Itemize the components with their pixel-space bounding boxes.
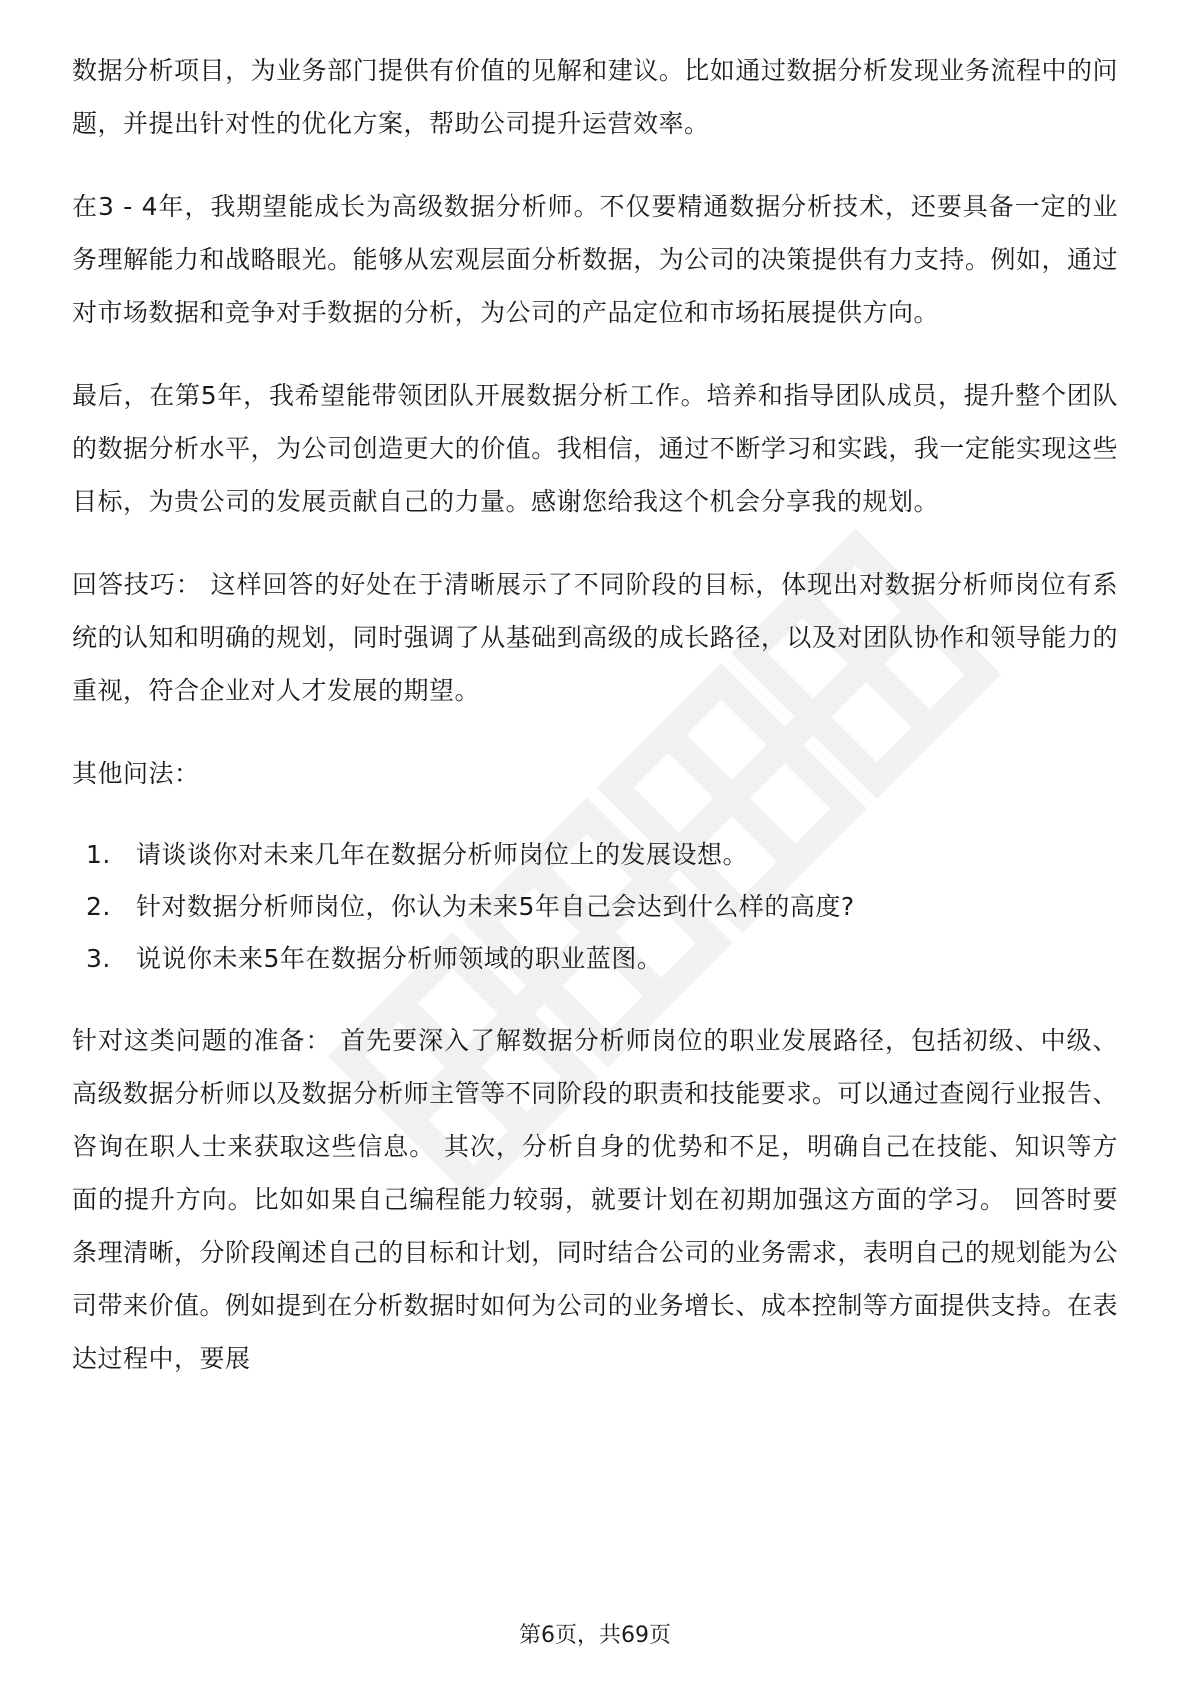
list-item-text: 说说你未来5年在数据分析师领域的职业蓝图。 bbox=[136, 944, 663, 973]
paragraph-other-questions-heading: 其他问法： bbox=[72, 759, 200, 788]
paragraph-preparation: 针对这类问题的准备： 首先要深入了解数据分析师岗位的职业发展路径，包括初级、中级、高级数据分析师以及数据分析师主管等不同阶段的职责和技能要求。可以通过查阅行业报告、咨询在职人士来获取这些信息。 其次，分析自身的优势和不足，明确自己在技能、知识等方面的提升方向。比如如果自己编程能力较弱，就要计划在初期加强这方面的学习。 回答时要条理清晰，分阶段阐述自己的目标和计划，同时结合公司的业务需求，表明自己的规划能为公司带来价值。例如提到在分析数据时如何为公司的业务增长、成本控制等方面提供支持。在表达过程中，要展 bbox=[72, 1026, 1118, 1373]
list-item-number: 1. bbox=[86, 840, 111, 869]
list-item bbox=[72, 830, 1118, 882]
list-item-text: 请谈谈你对未来几年在数据分析师岗位上的发展设想。 bbox=[136, 840, 749, 869]
paragraph-years-3-4: 在3 - 4年，我期望能成长为高级数据分析师。不仅要精通数据分析技术，还要具备一定的业务理解能力和战略眼光。能够从宏观层面分析数据，为公司的决策提供有力支持。例如，通过对市场数据和竞争对手数据的分析，为公司的产品定位和市场拓展提供方向。 bbox=[72, 192, 1118, 327]
page-number-footer: 第6页，共69页 bbox=[519, 1623, 671, 1648]
paragraph-answer-tips: 回答技巧： 这样回答的好处在于清晰展示了不同阶段的目标，体现出对数据分析师岗位有系统的认知和明确的规划，同时强调了从基础到高级的成长路径，以及对团队协作和领导能力的重视，符合企业对人才发展的期望。 bbox=[72, 570, 1118, 705]
alternative-questions-list bbox=[72, 830, 1118, 986]
list-item bbox=[72, 934, 1118, 986]
document-body bbox=[72, 44, 1118, 1415]
list-item bbox=[72, 882, 1118, 934]
paragraph-intro-continuation: 数据分析项目，为业务部门提供有价值的见解和建议。比如通过数据分析发现业务流程中的问题，并提出针对性的优化方案，帮助公司提升运营效率。 bbox=[72, 56, 1118, 138]
list-item-number: 3. bbox=[86, 944, 111, 973]
list-item-number: 2. bbox=[86, 892, 111, 921]
list-item-text: 针对数据分析师岗位，你认为未来5年自己会达到什么样的高度? bbox=[136, 892, 855, 921]
paragraph-year-5: 最后，在第5年，我希望能带领团队开展数据分析工作。培养和指导团队成员，提升整个团队的数据分析水平，为公司创造更大的价值。我相信，通过不断学习和实践，我一定能实现这些目标，为贵公司的发展贡献自己的力量。感谢您给我这个机会分享我的规划。 bbox=[72, 381, 1118, 516]
